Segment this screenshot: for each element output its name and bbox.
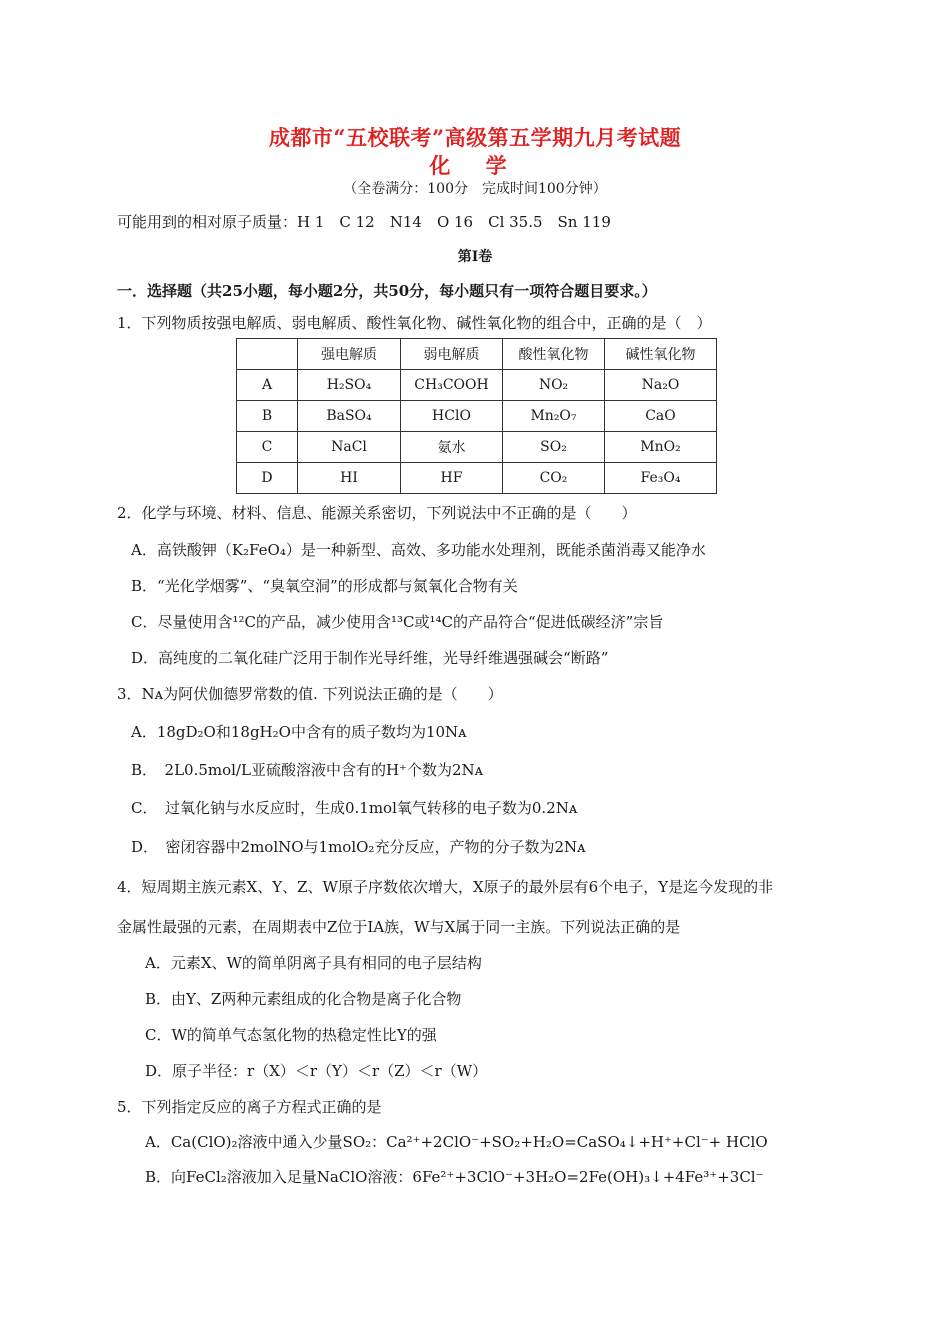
- q5-stem: 5．下列指定反应的离子方程式正确的是: [117, 1098, 382, 1116]
- table-cell: 酸性氧化物: [503, 339, 605, 370]
- table-cell: Na₂O: [605, 370, 717, 401]
- table-cell: H₂SO₄: [298, 370, 401, 401]
- subject-title: 化 学: [429, 153, 521, 178]
- table-row: [237, 432, 717, 463]
- table-row: [237, 370, 717, 401]
- table-row: [237, 401, 717, 432]
- table-cell: 氨水: [401, 432, 503, 463]
- table-row: [237, 463, 717, 494]
- table-cell: MnO₂: [605, 432, 717, 463]
- q4-stem-line2: 金属性最强的元素，在周期表中Z位于ⅠA族，W与X属于同一主族。下列说法正确的是: [117, 918, 681, 936]
- exam-title: 成都市“五校联考”高级第五学期九月考试题: [268, 125, 682, 150]
- volume-heading: 第Ⅰ卷: [457, 249, 493, 265]
- table-cell: BaSO₄: [298, 401, 401, 432]
- table-cell: Mn₂O₇: [503, 401, 605, 432]
- q5-option-b: B．向FeCl₂溶液加入足量NaClO溶液：6Fe²⁺+3ClO⁻+3H₂O=2Fe(OH)₃↓+4Fe³⁺+3Cl⁻: [145, 1168, 764, 1186]
- table-cell: HF: [401, 463, 503, 494]
- q2-option-d: D．高纯度的二氧化硅广泛用于制作光导纤维，光导纤维遇强碱会“断路”: [131, 649, 609, 667]
- q2-option-c: C．尽量使用含¹²C的产品，减少使用含¹³C或¹⁴C的产品符合“促进低碳经济”宗旨: [131, 613, 664, 631]
- table-cell: 碱性氧化物: [605, 339, 717, 370]
- table-cell: A: [237, 370, 298, 401]
- q4-stem-line1: 4．短周期主族元素X、Y、Z、W原子序数依次增大，X原子的最外层有6个电子，Y是迄今发现的非: [117, 878, 774, 896]
- table-cell: CO₂: [503, 463, 605, 494]
- q1-table: [236, 338, 717, 494]
- table-cell: D: [237, 463, 298, 494]
- q2-option-a: A．高铁酸钾（K₂FeO₄）是一种新型、高效、多功能水处理剂，既能杀菌消毒又能净水: [131, 541, 706, 559]
- q3-option-a: A．18gD₂O和18gH₂O中含有的质子数均为10Nᴀ: [131, 723, 467, 741]
- table-cell: B: [237, 401, 298, 432]
- table-cell: HI: [298, 463, 401, 494]
- q3-option-d: D． 密闭容器中2molNO与1molO₂充分反应，产物的分子数为2Nᴀ: [131, 838, 586, 856]
- table-cell: NaCl: [298, 432, 401, 463]
- table-cell: HClO: [401, 401, 503, 432]
- q4-option-c: C．W的简单气态氢化物的热稳定性比Y的强: [145, 1026, 437, 1044]
- atomic-masses: 可能用到的相对原子质量：H 1 C 12 N14 O 16 Cl 35.5 Sn 119: [117, 213, 611, 231]
- exam-meta: （全卷满分：100分 完成时间100分钟）: [343, 181, 607, 197]
- q4-option-d: D．原子半径：r（X）＜r（Y）＜r（Z）＜r（W）: [145, 1062, 488, 1080]
- table-cell: [237, 339, 298, 370]
- table-header-row: [237, 339, 717, 370]
- q3-stem: 3．Nᴀ为阿伏伽德罗常数的值. 下列说法正确的是（ ）: [117, 685, 503, 703]
- table-cell: NO₂: [503, 370, 605, 401]
- table-cell: CH₃COOH: [401, 370, 503, 401]
- table-cell: SO₂: [503, 432, 605, 463]
- q4-option-b: B．由Y、Z两种元素组成的化合物是离子化合物: [145, 990, 462, 1008]
- table-cell: 弱电解质: [401, 339, 503, 370]
- table-cell: Fe₃O₄: [605, 463, 717, 494]
- q2-option-b: B．“光化学烟雾”、“臭氧空洞”的形成都与氮氧化合物有关: [131, 577, 518, 595]
- q2-stem: 2．化学与环境、材料、信息、能源关系密切，下列说法中不正确的是（ ）: [117, 504, 637, 522]
- q4-option-a: A．元素X、W的简单阴离子具有相同的电子层结构: [145, 954, 482, 972]
- table-cell: CaO: [605, 401, 717, 432]
- section-instructions: 一．选择题（共25小题，每小题2分，共50分，每小题只有一项符合题目要求。）: [117, 282, 657, 300]
- q1-stem: 1．下列物质按强电解质、弱电解质、酸性氧化物、碱性氧化物的组合中，正确的是（ ）: [117, 314, 712, 332]
- q3-option-c: C． 过氧化钠与水反应时，生成0.1mol氧气转移的电子数为0.2Nᴀ: [131, 799, 578, 817]
- q3-option-b: B． 2L0.5mol/L亚硫酸溶液中含有的H⁺个数为2Nᴀ: [131, 761, 484, 779]
- q5-option-a: A．Ca(ClO)₂溶液中通入少量SO₂：Ca²⁺+2ClO⁻+SO₂+H₂O=CaSO₄↓+H⁺+Cl⁻+ HClO: [145, 1133, 768, 1151]
- table-cell: 强电解质: [298, 339, 401, 370]
- table-cell: C: [237, 432, 298, 463]
